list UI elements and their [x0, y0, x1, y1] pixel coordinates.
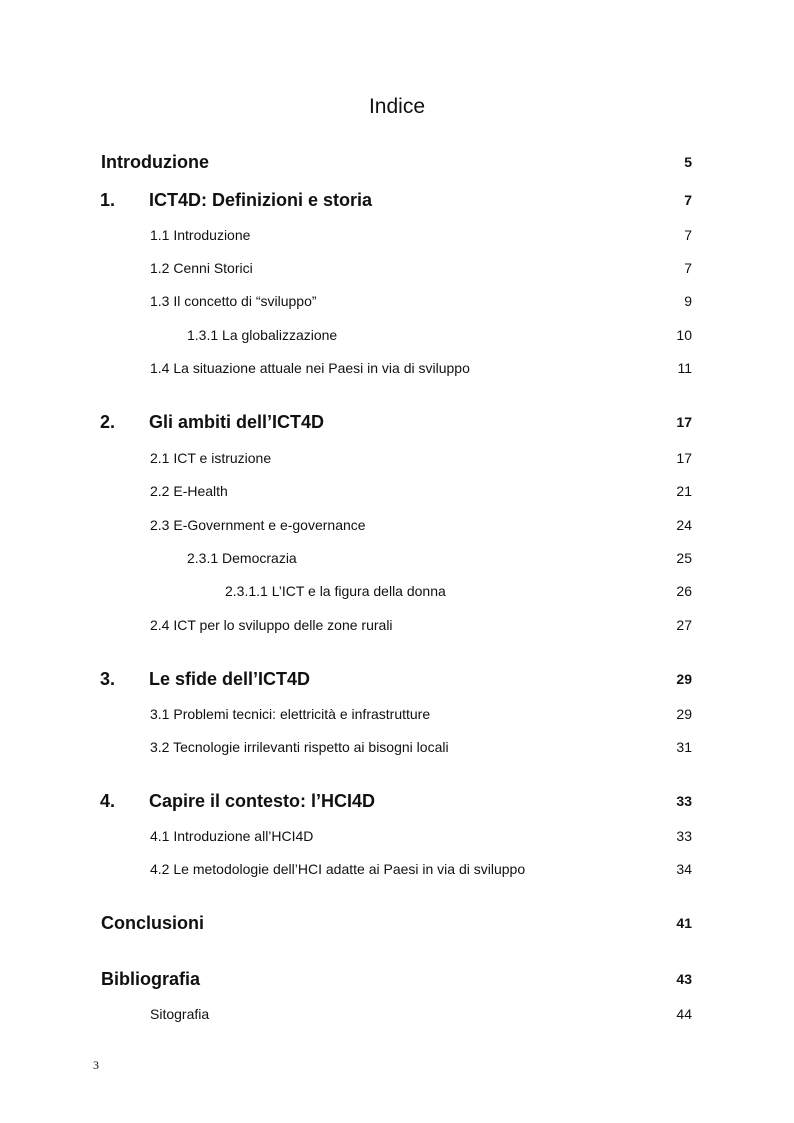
- toc-entry-label: 2.3.1.1 L’ICT e la figura della donna: [225, 583, 446, 599]
- toc-entry-conclusioni[interactable]: [0, 910, 794, 936]
- toc-entry-page: 9: [684, 293, 692, 309]
- toc-entry-label: Conclusioni: [101, 913, 204, 933]
- toc-section-2-2[interactable]: [0, 478, 794, 504]
- toc-entry-page: 25: [676, 550, 692, 566]
- toc-entry-page: 31: [676, 739, 692, 755]
- toc-entry-label: Capire il contesto: l’HCI4D: [149, 791, 376, 811]
- toc-section-1-1[interactable]: [0, 222, 794, 248]
- toc-entry-label: Sitografia: [150, 1006, 210, 1022]
- toc-entry-page: 33: [676, 793, 692, 809]
- toc-entry-label: 2.2 E-Health: [150, 483, 228, 499]
- toc-entry-page: 17: [676, 450, 692, 466]
- toc-chapter-number: 1.: [100, 190, 116, 210]
- toc-entry-page: 7: [684, 192, 692, 208]
- toc-entry-label: 4.1 Introduzione all’HCI4D: [150, 828, 314, 844]
- toc-entry-label: 1.3 Il concetto di “sviluppo”: [150, 293, 317, 309]
- toc-entry-label: 2.1 ICT e istruzione: [150, 450, 272, 466]
- toc-entry-label: 3.1 Problemi tecnici: elettricità e infrastrutture: [150, 706, 431, 722]
- toc-section-2-3-1-1[interactable]: [0, 578, 794, 604]
- toc-entry-page: 5: [684, 154, 692, 170]
- toc-section-2-1[interactable]: [0, 445, 794, 471]
- toc-chapter-number: 2.: [100, 412, 116, 432]
- toc-entry-label: 4.2 Le metodologie dell’HCI adatte ai Paesi in via di sviluppo: [150, 861, 526, 877]
- toc-entry-label: Gli ambiti dell’ICT4D: [149, 412, 325, 432]
- toc-entry-sitografia[interactable]: [0, 1001, 794, 1027]
- toc-chapter-3[interactable]: [0, 666, 794, 692]
- toc-section-1-2[interactable]: [0, 255, 794, 281]
- toc-entry-label: 1.2 Cenni Storici: [150, 260, 253, 276]
- toc-section-4-1[interactable]: [0, 823, 794, 849]
- toc-section-1-3[interactable]: [0, 288, 794, 314]
- toc-section-1-4[interactable]: [0, 355, 794, 381]
- toc-chapter-1[interactable]: [0, 187, 794, 213]
- toc-entry-label: 1.4 La situazione attuale nei Paesi in via di sviluppo: [150, 360, 470, 376]
- page-number: 3: [93, 1058, 99, 1072]
- toc-entry-page: 17: [676, 414, 692, 430]
- toc-section-3-2[interactable]: [0, 734, 794, 760]
- toc-section-3-1[interactable]: [0, 701, 794, 727]
- toc-entry-page: 11: [677, 360, 692, 376]
- toc-entry-label: 2.3 E-Government e e-governance: [150, 517, 366, 533]
- toc-entry-page: 34: [676, 861, 692, 877]
- toc-entry-page: 7: [684, 260, 692, 276]
- toc-chapter-4[interactable]: [0, 788, 794, 814]
- toc-entry-page: 33: [676, 828, 692, 844]
- toc-entry-page: 26: [676, 583, 692, 599]
- toc-section-2-4[interactable]: [0, 612, 794, 638]
- toc-entry-page: 29: [676, 671, 692, 687]
- toc-entry-page: 44: [676, 1006, 692, 1022]
- toc-section-2-3-1[interactable]: [0, 545, 794, 571]
- toc-entry-page: 10: [676, 327, 692, 343]
- toc-entry-page: 43: [676, 971, 692, 987]
- toc-entry-label: 1.3.1 La globalizzazione: [187, 327, 338, 343]
- toc-entry-label: ICT4D: Definizioni e storia: [149, 190, 373, 210]
- toc-entry-page: 21: [676, 483, 692, 499]
- page-title: Indice: [368, 95, 426, 118]
- toc-entry-label: 1.1 Introduzione: [150, 227, 251, 243]
- toc-section-1-3-1[interactable]: [0, 322, 794, 348]
- toc-section-2-3[interactable]: [0, 512, 794, 538]
- toc-entry-label: Bibliografia: [101, 969, 201, 989]
- toc-entry-page: 24: [676, 517, 692, 533]
- toc-entry-bibliografia[interactable]: [0, 966, 794, 992]
- toc-entry-label: Introduzione: [101, 152, 209, 172]
- toc-entry-label: 2.4 ICT per lo sviluppo delle zone rurali: [150, 617, 393, 633]
- toc-entry-page: 41: [676, 915, 692, 931]
- toc-entry-page: 7: [684, 227, 692, 243]
- toc-entry-page: 29: [676, 706, 692, 722]
- toc-chapter-number: 4.: [100, 791, 116, 811]
- toc-entry-page: 27: [676, 617, 692, 633]
- toc-section-4-2[interactable]: [0, 856, 794, 882]
- toc-chapter-2[interactable]: [0, 409, 794, 435]
- toc-entry-label: Le sfide dell’ICT4D: [149, 669, 311, 689]
- toc-entry-label: 3.2 Tecnologie irrilevanti rispetto ai bisogni locali: [150, 739, 449, 755]
- toc-chapter-number: 3.: [100, 669, 116, 689]
- toc-entry-introduzione[interactable]: [0, 149, 794, 175]
- toc-entry-label: 2.3.1 Democrazia: [187, 550, 297, 566]
